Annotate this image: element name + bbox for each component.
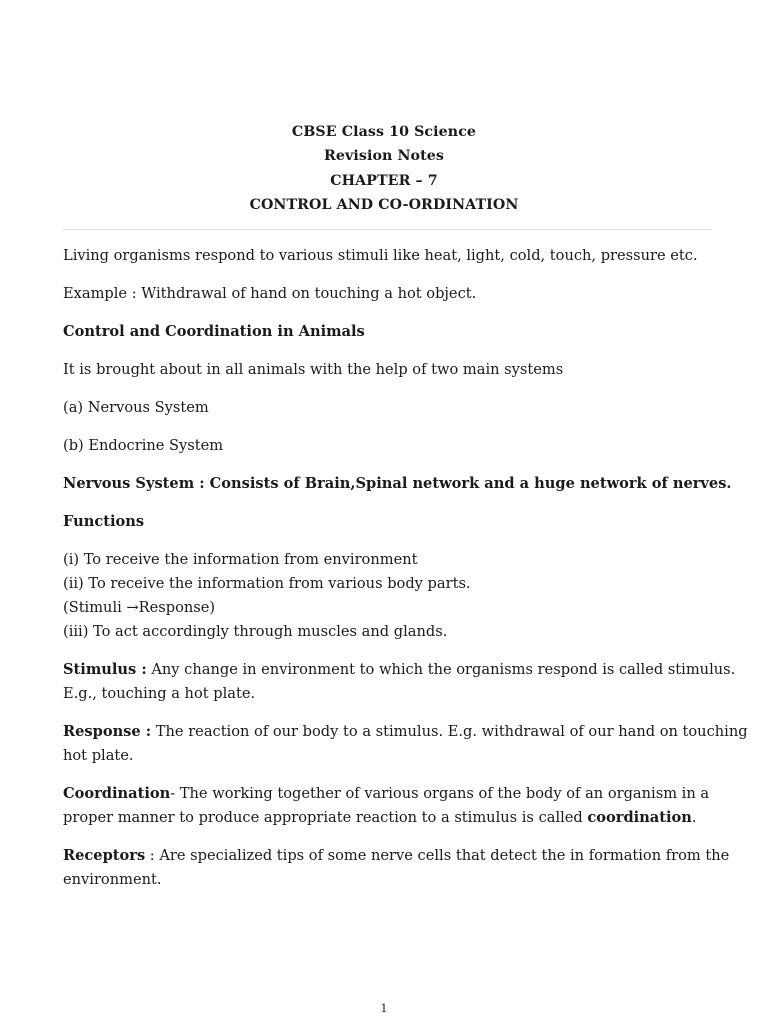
document-body [63,244,748,906]
section-heading-functions: Functions [63,513,145,530]
term-coordination-emphasis: coordination [587,809,692,826]
header-line-title: CONTROL AND CO-ORDINATION [249,196,519,213]
paragraph-stimulus [63,658,736,706]
header-divider [62,229,712,230]
function-item-flow: (Stimuli →Response) [63,599,216,616]
header-line-board: CBSE Class 10 Science [291,124,477,140]
list-item-nervous: (a) Nervous System [63,399,209,416]
header-line-chapter: CHAPTER – 7 [330,172,438,189]
paragraph-nervous-system: Nervous System : Consists of Brain,Spinal network and a huge network of nerves. [63,475,732,492]
term-stimulus: Stimulus : [63,661,147,678]
paragraph-response [63,720,748,768]
definition-stimulus-cont: E.g., touching a hot plate. [63,685,256,702]
function-item-1: (i) To receive the information from environment [63,551,418,568]
functions-list [63,548,713,644]
paragraph-intro: Living organisms respond to various stimuli like heat, light, cold, touch, pressure etc. [63,247,698,264]
function-item-3: (iii) To act accordingly through muscles and glands. [63,623,448,640]
term-coordination: Coordination [63,785,171,802]
definition-coordination-cont: proper manner to produce appropriate reaction to a stimulus is called [63,809,588,826]
paragraph-receptors [63,844,730,892]
paragraph-systems: It is brought about in all animals with the help of two main systems [63,361,564,378]
definition-coordination: - The working together of various organs of the body of an organism in a [170,785,710,802]
term-receptors: Receptors [63,847,146,864]
list-item-endocrine: (b) Endocrine System [63,437,224,454]
section-heading-animals: Control and Coordination in Animals [63,323,365,340]
term-response: Response : [63,723,152,740]
page-number: 1 [380,1002,388,1015]
definition-coordination-end: . [691,809,697,826]
definition-response: The reaction of our body to a stimulus. E.g. withdrawal of our hand on touching [151,723,748,740]
definition-receptors-cont: environment. [63,871,162,888]
definition-response-cont: hot plate. [63,747,134,764]
document-header [0,120,768,217]
paragraph-example: Example : Withdrawal of hand on touching a hot object. [63,285,477,302]
definition-receptors: : Are specialized tips of some nerve cells that detect the in formation from the [145,847,730,864]
paragraph-coordination [63,782,713,830]
header-line-notes: Revision Notes [324,148,444,165]
function-item-2: (ii) To receive the information from various body parts. [63,575,471,592]
definition-stimulus: Any change in environment to which the organisms respond is called stimulus. [146,661,736,678]
